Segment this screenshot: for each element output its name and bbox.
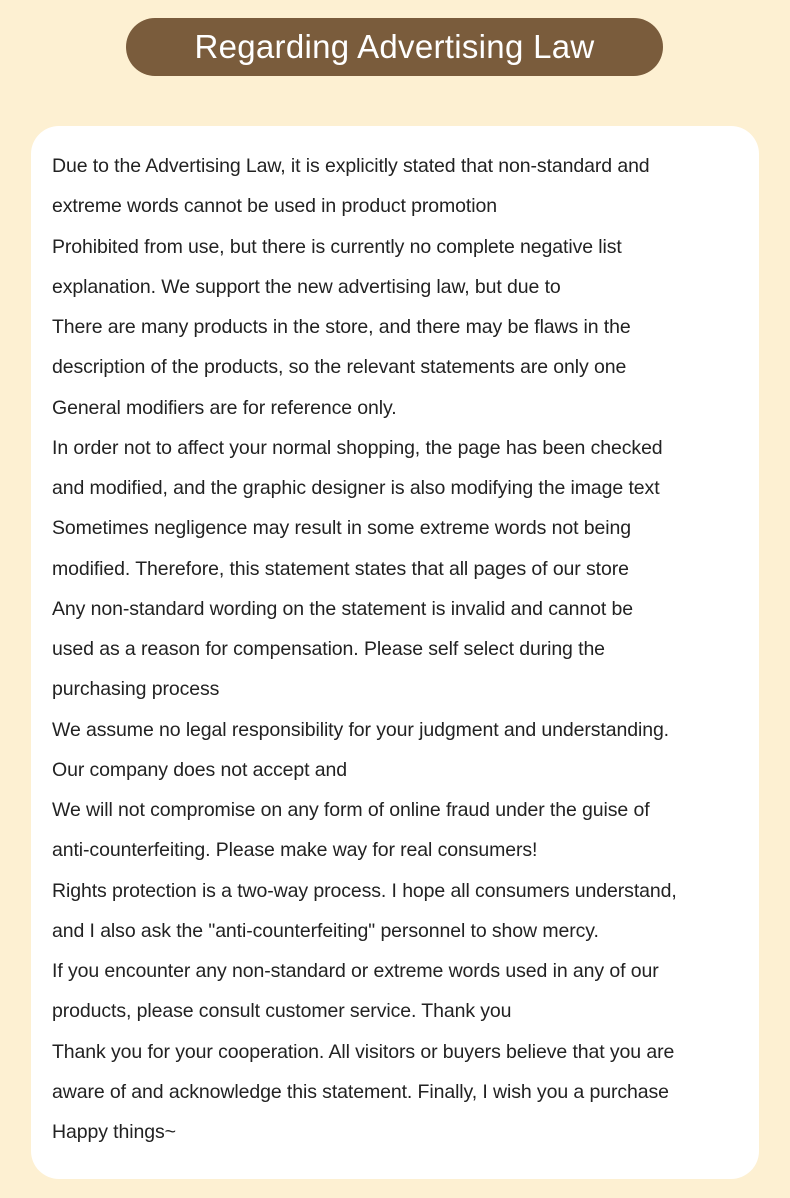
statement-line: In order not to affect your normal shopping, the page has been checked <box>52 436 663 459</box>
statement-line: anti-counterfeiting. Please make way for real consumers! <box>52 839 538 862</box>
statement-line: There are many products in the store, and there may be flaws in the <box>52 316 631 338</box>
title-banner <box>126 18 663 76</box>
statement-line: products, please consult customer service. Thank you <box>52 1000 512 1023</box>
statement-line: purchasing process <box>52 678 220 701</box>
statement-line: Prohibited from use, but there is currently no complete negative list <box>52 235 622 258</box>
statement-line: Thank you for your cooperation. All visitors or buyers believe that you are <box>52 1040 675 1063</box>
statement-text <box>52 146 677 1152</box>
statement-line: Rights protection is a two-way process. I hope all consumers understand, <box>52 879 677 902</box>
statement-line: and I also ask the "anti-counterfeiting" personnel to show mercy. <box>52 919 599 942</box>
statement-line: We assume no legal responsibility for your judgment and understanding. <box>52 718 670 741</box>
statement-card <box>31 126 759 1179</box>
statement-line: Any non-standard wording on the statement is invalid and cannot be <box>52 597 633 620</box>
statement-line: description of the products, so the relevant statements are only one <box>52 356 627 379</box>
statement-line: modified. Therefore, this statement states that all pages of our store <box>52 557 629 580</box>
statement-line: Our company does not accept and <box>52 758 347 781</box>
statement-line: Sometimes negligence may result in some extreme words not being <box>52 517 631 540</box>
statement-line: explanation. We support the new advertising law, but due to <box>52 275 561 298</box>
statement-line: used as a reason for compensation. Please self select during the <box>52 638 605 660</box>
statement-line: If you encounter any non-standard or extreme words used in any of our <box>52 960 659 982</box>
page-title: Regarding Advertising Law <box>194 28 595 65</box>
statement-line: Due to the Advertising Law, it is explicitly stated that non-standard and <box>52 155 650 177</box>
statement-line: Happy things~ <box>52 1121 176 1143</box>
statement-line: extreme words cannot be used in product promotion <box>52 195 497 218</box>
statement-line: aware of and acknowledge this statement. Finally, I wish you a purchase <box>52 1080 669 1103</box>
statement-line: and modified, and the graphic designer is also modifying the image text <box>52 477 660 499</box>
statement-line: General modifiers are for reference only. <box>52 396 397 419</box>
statement-line: We will not compromise on any form of online fraud under the guise of <box>52 799 650 821</box>
